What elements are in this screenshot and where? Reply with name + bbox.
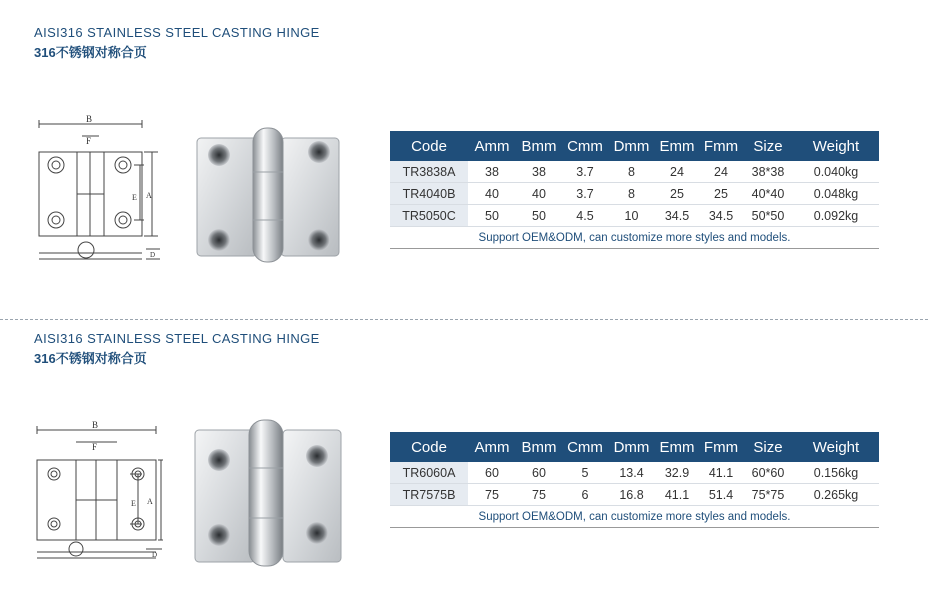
table-row bbox=[390, 183, 879, 205]
column-header: Size bbox=[743, 432, 793, 462]
cell: 40 bbox=[468, 183, 516, 205]
cell: 0.265kg bbox=[793, 484, 879, 506]
cell: 32.9 bbox=[655, 462, 699, 484]
cell: 60 bbox=[468, 462, 516, 484]
cell: 41.1 bbox=[699, 462, 743, 484]
cell: 51.4 bbox=[699, 484, 743, 506]
table-row bbox=[390, 205, 879, 227]
cell-code: TR3838A bbox=[390, 161, 468, 183]
cell-code: TR4040B bbox=[390, 183, 468, 205]
table-header-row bbox=[390, 131, 879, 161]
cell: 0.092kg bbox=[793, 205, 879, 227]
section-title-cn: 316不锈钢对称合页 bbox=[34, 45, 147, 60]
cell: 0.156kg bbox=[793, 462, 879, 484]
table-row bbox=[390, 484, 879, 506]
cell-code: TR7575B bbox=[390, 484, 468, 506]
column-header: Size bbox=[743, 131, 793, 161]
column-header: Code bbox=[390, 131, 468, 161]
cell: 34.5 bbox=[655, 205, 699, 227]
table-row bbox=[390, 462, 879, 484]
column-header: Fmm bbox=[699, 131, 743, 161]
column-header: Amm bbox=[468, 432, 516, 462]
cell-code: TR6060A bbox=[390, 462, 468, 484]
spec-table bbox=[390, 432, 879, 528]
cell: 40*40 bbox=[743, 183, 793, 205]
cell: 38 bbox=[516, 161, 562, 183]
cell: 0.048kg bbox=[793, 183, 879, 205]
dim-label-f: F bbox=[92, 442, 98, 452]
cell: 60*60 bbox=[743, 462, 793, 484]
column-header: Dmm bbox=[608, 131, 655, 161]
oem-note: Support OEM&ODM, can customize more styles and models. bbox=[390, 506, 879, 528]
section-title-en: AISI316 STAINLESS STEEL CASTING HINGE bbox=[34, 331, 320, 346]
dim-label-b: B bbox=[86, 114, 93, 124]
cell: 75 bbox=[468, 484, 516, 506]
cell: 8 bbox=[608, 161, 655, 183]
column-header: Amm bbox=[468, 131, 516, 161]
column-header: Dmm bbox=[608, 432, 655, 462]
hinge-product-photo bbox=[193, 124, 343, 266]
cell: 3.7 bbox=[562, 183, 608, 205]
cell: 50 bbox=[516, 205, 562, 227]
column-header: Fmm bbox=[699, 432, 743, 462]
cell: 50 bbox=[468, 205, 516, 227]
column-header: Weight bbox=[793, 432, 879, 462]
cell: 50*50 bbox=[743, 205, 793, 227]
hinge-section-2 bbox=[0, 306, 928, 591]
hinge-technical-drawing bbox=[34, 418, 164, 560]
section-title-en: AISI316 STAINLESS STEEL CASTING HINGE bbox=[34, 25, 320, 40]
hinge-section-1 bbox=[0, 0, 928, 285]
cell: 75*75 bbox=[743, 484, 793, 506]
cell: 4.5 bbox=[562, 205, 608, 227]
dim-label-e: E bbox=[131, 499, 136, 508]
cell: 8 bbox=[608, 183, 655, 205]
column-header: Weight bbox=[793, 131, 879, 161]
hinge-technical-drawing bbox=[34, 112, 162, 264]
cell: 24 bbox=[699, 161, 743, 183]
dim-label-a: A bbox=[146, 191, 152, 200]
dim-label-d: D bbox=[150, 251, 156, 259]
dim-label-a: A bbox=[147, 497, 153, 506]
cell: 0.040kg bbox=[793, 161, 879, 183]
column-header: Code bbox=[390, 432, 468, 462]
cell: 16.8 bbox=[608, 484, 655, 506]
cell: 24 bbox=[655, 161, 699, 183]
oem-note: Support OEM&ODM, can customize more styles and models. bbox=[390, 227, 879, 249]
column-header: Bmm bbox=[516, 131, 562, 161]
cell: 60 bbox=[516, 462, 562, 484]
dim-label-f: F bbox=[86, 136, 92, 146]
dim-label-e: E bbox=[132, 193, 137, 202]
section-title-cn: 316不锈钢对称合页 bbox=[34, 351, 147, 366]
cell: 40 bbox=[516, 183, 562, 205]
dim-label-b: B bbox=[92, 420, 99, 430]
table-row bbox=[390, 161, 879, 183]
cell: 25 bbox=[655, 183, 699, 205]
cell: 6 bbox=[562, 484, 608, 506]
column-header: Cmm bbox=[562, 131, 608, 161]
cell: 41.1 bbox=[655, 484, 699, 506]
hinge-product-photo bbox=[193, 418, 345, 568]
column-header: Emm bbox=[655, 432, 699, 462]
column-header: Cmm bbox=[562, 432, 608, 462]
cell: 3.7 bbox=[562, 161, 608, 183]
cell-code: TR5050C bbox=[390, 205, 468, 227]
table-header-row bbox=[390, 432, 879, 462]
dim-label-d: D bbox=[152, 551, 158, 559]
cell: 10 bbox=[608, 205, 655, 227]
column-header: Bmm bbox=[516, 432, 562, 462]
column-header: Emm bbox=[655, 131, 699, 161]
cell: 38*38 bbox=[743, 161, 793, 183]
cell: 75 bbox=[516, 484, 562, 506]
cell: 38 bbox=[468, 161, 516, 183]
spec-table bbox=[390, 131, 879, 249]
cell: 5 bbox=[562, 462, 608, 484]
table-note-row bbox=[390, 227, 879, 249]
cell: 13.4 bbox=[608, 462, 655, 484]
table-note-row bbox=[390, 506, 879, 528]
cell: 25 bbox=[699, 183, 743, 205]
cell: 34.5 bbox=[699, 205, 743, 227]
